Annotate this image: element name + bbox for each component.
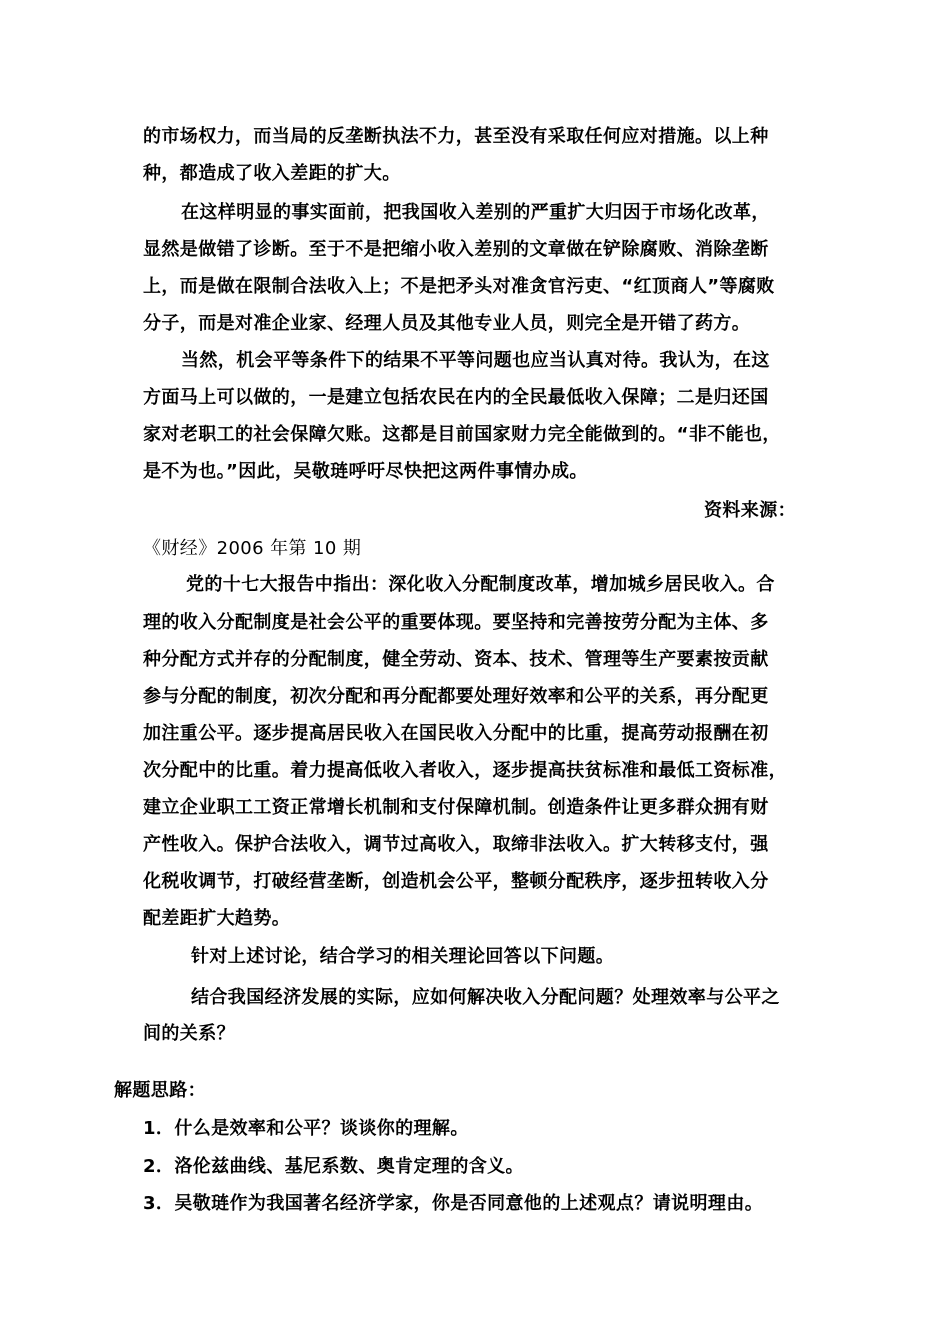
paragraph-3-line-1: 当然，机会平等条件下的结果不平等问题也应当认真对待。我认为，在这 [181, 350, 770, 371]
paragraph-6-line-2: 间的关系？ [143, 1023, 235, 1044]
paragraph-3-line-4: 是不为也。”因此，吴敬琏呼吁尽快把这两件事情办成。 [143, 461, 588, 482]
paragraph-4-line-4: 参与分配的制度，初次分配和再分配都要处理好效率和公平的关系，再分配更 [143, 686, 769, 707]
paragraph-6-line-1: 结合我国经济发展的实际，应如何解决收入分配问题？处理效率与公平之 [191, 987, 780, 1008]
paragraph-1-line-2: 种，都造成了收入差距的扩大。 [143, 163, 401, 184]
paragraph-4-line-6: 次分配中的比重。着力提高低收入者收入，逐步提高扶贫标准和最低工资标准， [143, 760, 787, 781]
paragraph-5-line-1: 针对上述讨论，结合学习的相关理论回答以下问题。 [191, 946, 615, 967]
paragraph-3-line-2: 方面马上可以做的，一是建立包括农民在内的全民最低收入保障；二是归还国 [143, 387, 769, 408]
source-label: 资料来源： [704, 500, 796, 521]
source-citation: 《财经》2006 年第 10 期 [143, 538, 362, 559]
paragraph-3-line-3: 家对老职工的社会保障欠账。这都是目前国家财力完全能做到的。“非不能也， [143, 424, 781, 445]
solution-item-3: 3．吴敬琏作为我国著名经济学家，你是否同意他的上述观点？请说明理由。 [143, 1193, 764, 1214]
solution-heading: 解题思路： [114, 1080, 206, 1101]
paragraph-2-line-2: 显然是做错了诊断。至于不是把缩小收入差别的文章做在铲除腐败、消除垄断 [143, 239, 769, 260]
paragraph-2-line-4: 分子，而是对准企业家、经理人员及其他专业人员，则完全是开错了药方。 [143, 313, 751, 334]
paragraph-1-line-1: 的市场权力，而当局的反垄断执法不力，甚至没有采取任何应对措施。以上种 [143, 126, 769, 147]
paragraph-4-line-10: 配差距扩大趋势。 [143, 908, 291, 929]
paragraph-2-line-3: 上，而是做在限制合法收入上；不是把矛头对准贪官污吏、“红顶商人”等腐败 [143, 276, 775, 297]
solution-item-2: 2．洛伦兹曲线、基尼系数、奥肯定理的含义。 [143, 1156, 524, 1177]
paragraph-2-line-1: 在这样明显的事实面前，把我国收入差别的严重扩大归因于市场化改革， [181, 202, 770, 223]
paragraph-4-line-5: 加注重公平。逐步提高居民收入在国民收入分配中的比重，提高劳动报酬在初 [143, 723, 769, 744]
paragraph-4-line-8: 产性收入。保护合法收入，调节过高收入，取缔非法收入。扩大转移支付，强 [143, 834, 769, 855]
solution-item-1: 1．什么是效率和公平？谈谈你的理解。 [143, 1118, 469, 1139]
paragraph-4-line-1: 党的十七大报告中指出：深化收入分配制度改革，增加城乡居民收入。合 [186, 574, 775, 595]
paragraph-4-line-3: 种分配方式并存的分配制度，健全劳动、资本、技术、管理等生产要素按贡献 [143, 649, 769, 670]
paragraph-4-line-9: 化税收调节，打破经营垄断，创造机会公平，整顿分配秩序，逐步扭转收入分 [143, 871, 769, 892]
paragraph-4-line-7: 建立企业职工工资正常增长机制和支付保障机制。创造条件让更多群众拥有财 [143, 797, 769, 818]
paragraph-4-line-2: 理的收入分配制度是社会公平的重要体现。要坚持和完善按劳分配为主体、多 [143, 612, 769, 633]
